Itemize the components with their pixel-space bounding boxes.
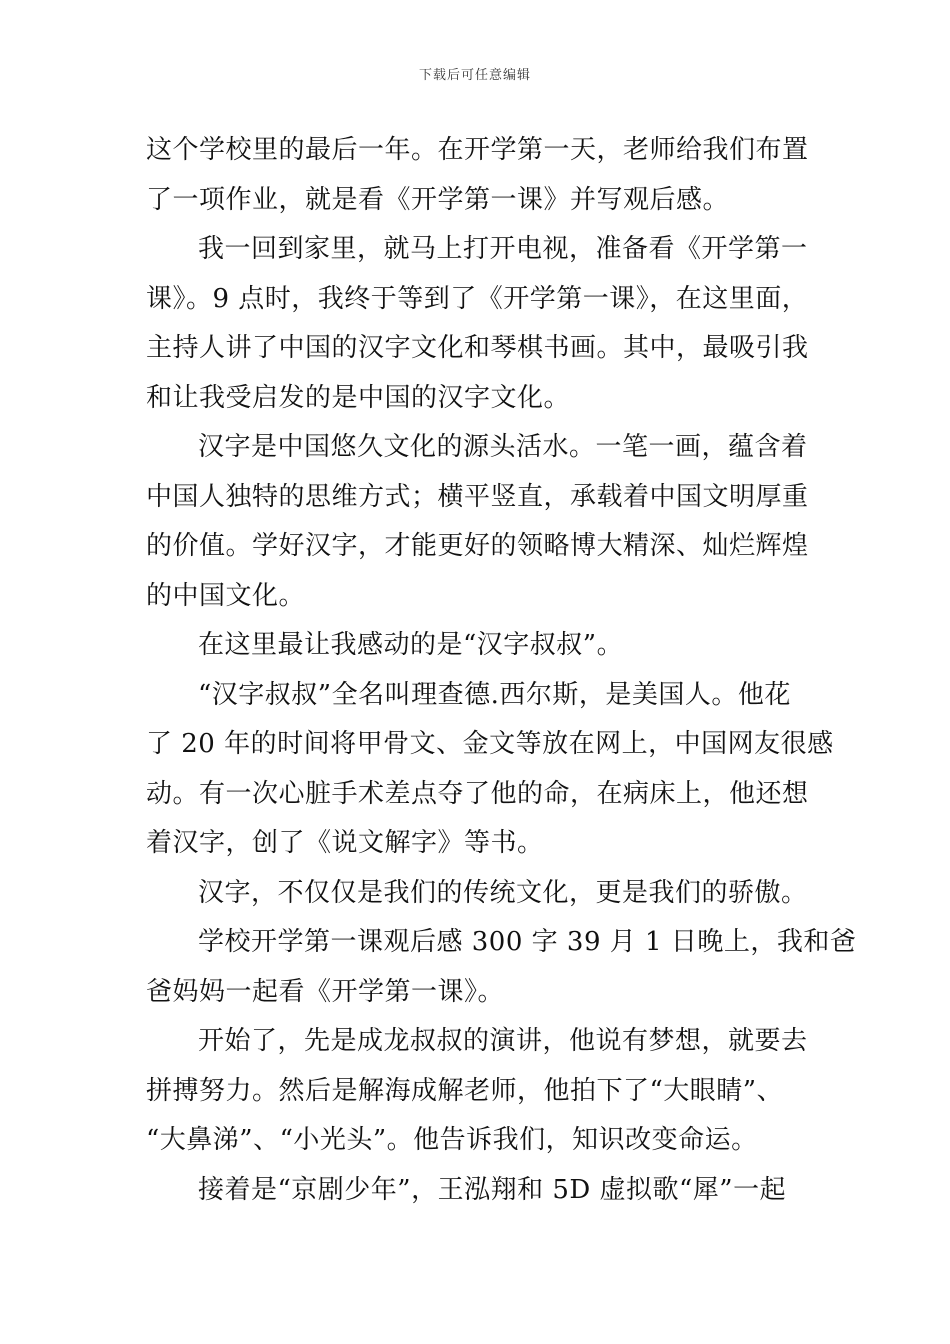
text-line: “大鼻涕”、“小光头”。他告诉我们，知识改变命运。 [146,1125,758,1155]
text-line: 我一回到家里，就马上打开电视，准备看《开学第一 [198,234,808,264]
text-line: 汉字是中国悠久文化的源头活水。一笔一画，蕴含着 [198,432,808,462]
text-line: 汉字，不仅仅是我们的传统文化，更是我们的骄傲。 [198,877,808,908]
text-line: 拼搏努力。然后是解海成解老师，他拍下了“大眼睛”、 [146,1075,784,1106]
text-line: 的价值。学好汉字，才能更好的领略博大精深、灿烂辉煌 [146,531,809,561]
header-note: 下载后可任意编辑 [418,68,531,83]
text-line: 中国人独特的思维方式；横平竖直，承载着中国文明厚重 [146,481,809,512]
text-line: 爸妈妈一起看《开学第一课》。 [146,976,505,1007]
text-line: 了一项作业，就是看《开学第一课》并写观后感。 [146,184,730,215]
text-line: 的中国文化。 [146,580,306,611]
text-line: 动。有一次心脏手术差点夺了他的命，在病床上，他还想 [146,778,809,809]
text-line: 和让我受启发的是中国的汉字文化。 [146,382,571,413]
text-line: 学校开学第一课观后感 300 字 39 月 1 日晚上，我和爸 [198,927,857,957]
text-line: 着汉字，创了《说文解字》等书。 [146,828,544,858]
text-line: 了 20 年的时间将甲骨文、金文等放在网上，中国网友很感 [146,729,834,759]
text-line: “汉字叔叔”全名叫理查德.西尔斯，是美国人。他花 [198,679,791,710]
body-text [146,126,857,1215]
text-line: 开始了，先是成龙叔叔的演讲，他说有梦想，就要去 [198,1026,808,1056]
text-line: 接着是“京剧少年”，王泓翔和 5D 虚拟歌“犀”一起 [198,1174,787,1205]
text-line: 课》。9 点时，我终于等到了《开学第一课》，在这里面， [146,283,809,314]
text-line: 在这里最让我感动的是“汉字叔叔”。 [198,630,624,660]
text-line: 主持人讲了中国的汉字文化和琴棋书画。其中，最吸引我 [146,333,809,363]
text-line: 这个学校里的最后一年。在开学第一天，老师给我们布置 [146,135,809,165]
